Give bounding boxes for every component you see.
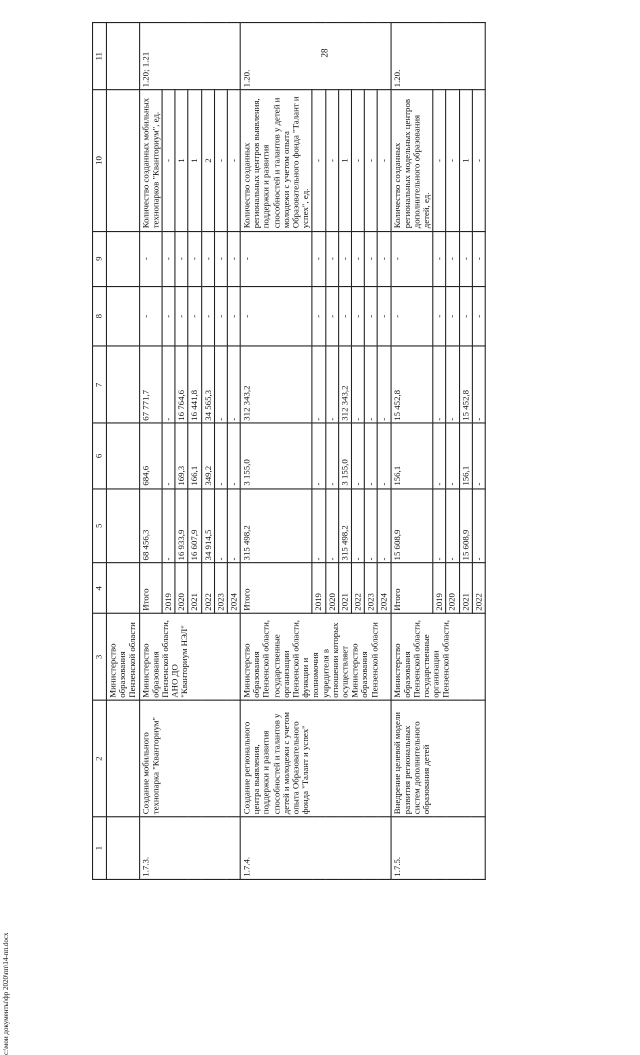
local-budget-cell: - bbox=[175, 286, 188, 346]
indicator-value-cell: 1 bbox=[175, 90, 188, 231]
federal-budget-cell: 15 452,8 bbox=[391, 346, 434, 423]
total-cell: - bbox=[325, 488, 338, 563]
total-cell: 34 914,5 bbox=[201, 488, 214, 563]
extra-budget-cell: - bbox=[433, 231, 446, 286]
row-executor: Министерство образования Пензенской области, АНО ДО "Кванториум НЭЛ" bbox=[139, 613, 240, 700]
col-header: 10 bbox=[93, 90, 107, 231]
col-header: 1 bbox=[93, 817, 107, 880]
indicator-value-cell: - bbox=[364, 90, 377, 231]
table-body bbox=[106, 23, 485, 880]
local-budget-cell: - bbox=[201, 286, 214, 346]
page-number: 28 bbox=[319, 48, 330, 58]
total-cell: 15 608,9 bbox=[391, 488, 434, 563]
local-budget-cell: - bbox=[433, 286, 446, 346]
year-cell: 2021 bbox=[338, 563, 351, 613]
federal-budget-cell: 312 343,2 bbox=[240, 346, 312, 423]
regional-budget-cell: 684,6 bbox=[139, 423, 162, 488]
extra-budget-cell: - bbox=[391, 231, 434, 286]
indicator-value-cell: 1 bbox=[188, 90, 201, 231]
local-budget-cell: - bbox=[377, 286, 390, 346]
indicator-value-cell: - bbox=[227, 90, 240, 231]
col-header: 4 bbox=[93, 563, 107, 613]
regional-budget-cell: - bbox=[351, 423, 364, 488]
year-cell: 2022 bbox=[351, 563, 364, 613]
regional-budget-cell: - bbox=[433, 423, 446, 488]
federal-budget-cell: 34 565,3 bbox=[201, 346, 214, 423]
year-cell: 2019 bbox=[162, 563, 175, 613]
federal-budget-cell: 15 452,8 bbox=[459, 346, 472, 423]
indicator-value-cell: - bbox=[377, 90, 390, 231]
indicator-value-cell: - bbox=[312, 90, 325, 231]
local-budget-cell: - bbox=[139, 286, 162, 346]
total-cell: - bbox=[227, 488, 240, 563]
year-cell: 2024 bbox=[227, 563, 240, 613]
reference-cell: 1.20. bbox=[391, 23, 486, 91]
indicator-value-cell: - bbox=[472, 90, 485, 231]
extra-budget-cell: - bbox=[188, 231, 201, 286]
column-number-row bbox=[93, 23, 107, 880]
total-cell: - bbox=[433, 488, 446, 563]
col-header: 5 bbox=[93, 488, 107, 563]
row-executor: Министерство образования Пензенской области, государственные организации Пензенской области, bbox=[391, 613, 486, 700]
row-code: 1.7.4. bbox=[240, 817, 390, 880]
row-name bbox=[106, 700, 139, 816]
local-budget-cell: - bbox=[162, 286, 175, 346]
budget-table-container bbox=[92, 22, 627, 880]
row-name: Создание мобильного технопарка "Кванториум" bbox=[139, 700, 240, 816]
regional-budget-cell: 3 155,0 bbox=[240, 423, 312, 488]
row-code: 1.7.3. bbox=[139, 817, 240, 880]
regional-budget-cell: - bbox=[364, 423, 377, 488]
indicator-value-cell: - bbox=[162, 90, 175, 231]
regional-budget-cell: - bbox=[214, 423, 227, 488]
indicator-cell: Количество созданных региональных центров выявления, поддержки и развития способностей и талантов у детей и молодежи с учетом опыта Образовательного фонда "Талант и успех", ед. bbox=[240, 90, 312, 231]
extra-budget-cell: - bbox=[240, 231, 312, 286]
federal-budget-cell: - bbox=[312, 346, 325, 423]
budget-table bbox=[92, 22, 486, 880]
total-cell: - bbox=[377, 488, 390, 563]
year-cell: 2020 bbox=[446, 563, 459, 613]
federal-budget-cell: - bbox=[214, 346, 227, 423]
local-budget-cell: - bbox=[391, 286, 434, 346]
local-budget-cell: - bbox=[240, 286, 312, 346]
extra-budget-cell: - bbox=[175, 231, 188, 286]
local-budget-cell: - bbox=[188, 286, 201, 346]
year-cell: Итого bbox=[391, 563, 434, 613]
total-cell: 68 456,3 bbox=[139, 488, 162, 563]
local-budget-cell: - bbox=[364, 286, 377, 346]
table-row bbox=[391, 23, 434, 880]
year-cell: 2021 bbox=[459, 563, 472, 613]
regional-budget-cell: - bbox=[325, 423, 338, 488]
extra-budget-cell: - bbox=[377, 231, 390, 286]
federal-budget-cell: - bbox=[227, 346, 240, 423]
indicator-value-cell: 1 bbox=[459, 90, 472, 231]
extra-budget-cell: - bbox=[459, 231, 472, 286]
indicator-cell: Количество созданных региональных модельных центров дополнительного образования детей, ед. bbox=[391, 90, 434, 231]
regional-budget-cell: - bbox=[472, 423, 485, 488]
year-cell: 2019 bbox=[433, 563, 446, 613]
extra-budget-cell: - bbox=[364, 231, 377, 286]
table-row bbox=[139, 23, 162, 880]
year-cell: 2024 bbox=[377, 563, 390, 613]
total-cell: 315 498,2 bbox=[338, 488, 351, 563]
local-budget-cell: - bbox=[312, 286, 325, 346]
federal-budget-cell: 67 771,7 bbox=[139, 346, 162, 423]
total-cell: 16 607,9 bbox=[188, 488, 201, 563]
federal-budget-cell: - bbox=[472, 346, 485, 423]
total-cell: - bbox=[312, 488, 325, 563]
federal-budget-cell: 16 441,8 bbox=[188, 346, 201, 423]
extra-budget-cell: - bbox=[472, 231, 485, 286]
year-cell: 2022 bbox=[472, 563, 485, 613]
total-cell: - bbox=[472, 488, 485, 563]
row-name: Создание регионального центра выявления, поддержки и развития способностей и талантов у детей и молодежи с учетом опыта Образовательного фонда "Талант и успех" bbox=[240, 700, 390, 816]
year-cell: 2019 bbox=[312, 563, 325, 613]
col-header: 7 bbox=[93, 346, 107, 423]
extra-budget-cell: - bbox=[227, 231, 240, 286]
indicator-value-cell: - bbox=[433, 90, 446, 231]
col-header: 3 bbox=[93, 613, 107, 700]
col-header: 8 bbox=[93, 286, 107, 346]
col-header: 11 bbox=[93, 23, 107, 91]
table-row bbox=[240, 23, 312, 880]
extra-budget-cell: - bbox=[446, 231, 459, 286]
extra-budget-cell: - bbox=[338, 231, 351, 286]
total-cell: - bbox=[364, 488, 377, 563]
extra-budget-cell: - bbox=[214, 231, 227, 286]
col-header: 6 bbox=[93, 423, 107, 488]
local-budget-cell: - bbox=[446, 286, 459, 346]
total-cell: - bbox=[162, 488, 175, 563]
federal-budget-cell: - bbox=[162, 346, 175, 423]
indicator-value-cell: - bbox=[325, 90, 338, 231]
row-executor: Министерство образования Пензенской области, государственные организации Пензенской области, функции и полномочия учредителя в отношении которых осуществляет Министерство образования Пензенской области bbox=[240, 613, 390, 700]
regional-budget-cell: 349,2 bbox=[201, 423, 214, 488]
federal-budget-cell: 16 764,6 bbox=[175, 346, 188, 423]
total-cell: - bbox=[351, 488, 364, 563]
total-cell: 15 608,9 bbox=[459, 488, 472, 563]
regional-budget-cell: 166,1 bbox=[188, 423, 201, 488]
federal-budget-cell: - bbox=[377, 346, 390, 423]
regional-budget-cell: 156,1 bbox=[459, 423, 472, 488]
local-budget-cell: - bbox=[472, 286, 485, 346]
year-cell: 2020 bbox=[175, 563, 188, 613]
federal-budget-cell: - bbox=[446, 346, 459, 423]
reference-cell: 1.20; 1.21 bbox=[139, 23, 240, 91]
local-budget-cell: - bbox=[351, 286, 364, 346]
federal-budget-cell: 312 343,2 bbox=[338, 346, 351, 423]
file-path-footer: c:\мои документы\фр 2020\пп\14-пп.docx bbox=[2, 932, 10, 1055]
local-budget-cell: - bbox=[214, 286, 227, 346]
year-cell: Итого bbox=[240, 563, 312, 613]
col-header: 2 bbox=[93, 700, 107, 816]
indicator-value-cell: - bbox=[214, 90, 227, 231]
year-cell: 2022 bbox=[201, 563, 214, 613]
reference-cell: 1.20. bbox=[240, 23, 390, 91]
table-row bbox=[106, 23, 139, 880]
total-cell: - bbox=[446, 488, 459, 563]
regional-budget-cell: 156,1 bbox=[391, 423, 434, 488]
regional-budget-cell: - bbox=[227, 423, 240, 488]
local-budget-cell: - bbox=[227, 286, 240, 346]
row-code bbox=[106, 817, 139, 880]
extra-budget-cell: - bbox=[139, 231, 162, 286]
row-executor: Министерство образования Пензенской области bbox=[106, 613, 139, 700]
indicator-value-cell: - bbox=[351, 90, 364, 231]
local-budget-cell: - bbox=[338, 286, 351, 346]
year-cell: 2023 bbox=[214, 563, 227, 613]
federal-budget-cell: - bbox=[351, 346, 364, 423]
local-budget-cell: - bbox=[325, 286, 338, 346]
extra-budget-cell: - bbox=[351, 231, 364, 286]
regional-budget-cell: 169,3 bbox=[175, 423, 188, 488]
regional-budget-cell: - bbox=[446, 423, 459, 488]
year-cell: 2021 bbox=[188, 563, 201, 613]
year-cell: Итого bbox=[139, 563, 162, 613]
indicator-value-cell: - bbox=[446, 90, 459, 231]
indicator-value-cell: 2 bbox=[201, 90, 214, 231]
regional-budget-cell: - bbox=[162, 423, 175, 488]
year-cell: 2020 bbox=[325, 563, 338, 613]
local-budget-cell: - bbox=[459, 286, 472, 346]
regional-budget-cell: 3 155,0 bbox=[338, 423, 351, 488]
extra-budget-cell: - bbox=[325, 231, 338, 286]
federal-budget-cell: - bbox=[364, 346, 377, 423]
row-name: Внедрение целевой модели развития региональных систем дополнительного образования детей bbox=[391, 700, 486, 816]
regional-budget-cell: - bbox=[312, 423, 325, 488]
federal-budget-cell: - bbox=[325, 346, 338, 423]
extra-budget-cell: - bbox=[312, 231, 325, 286]
federal-budget-cell: - bbox=[433, 346, 446, 423]
extra-budget-cell: - bbox=[201, 231, 214, 286]
col-header: 9 bbox=[93, 231, 107, 286]
regional-budget-cell: - bbox=[377, 423, 390, 488]
total-cell: 16 933,9 bbox=[175, 488, 188, 563]
indicator-cell: Количество созданных мобильных технопарков "Кванториум", ед. bbox=[139, 90, 162, 231]
total-cell: - bbox=[214, 488, 227, 563]
indicator-value-cell: 1 bbox=[338, 90, 351, 231]
year-cell: 2023 bbox=[364, 563, 377, 613]
total-cell: 315 498,2 bbox=[240, 488, 312, 563]
extra-budget-cell: - bbox=[162, 231, 175, 286]
row-code: 1.7.5. bbox=[391, 817, 486, 880]
